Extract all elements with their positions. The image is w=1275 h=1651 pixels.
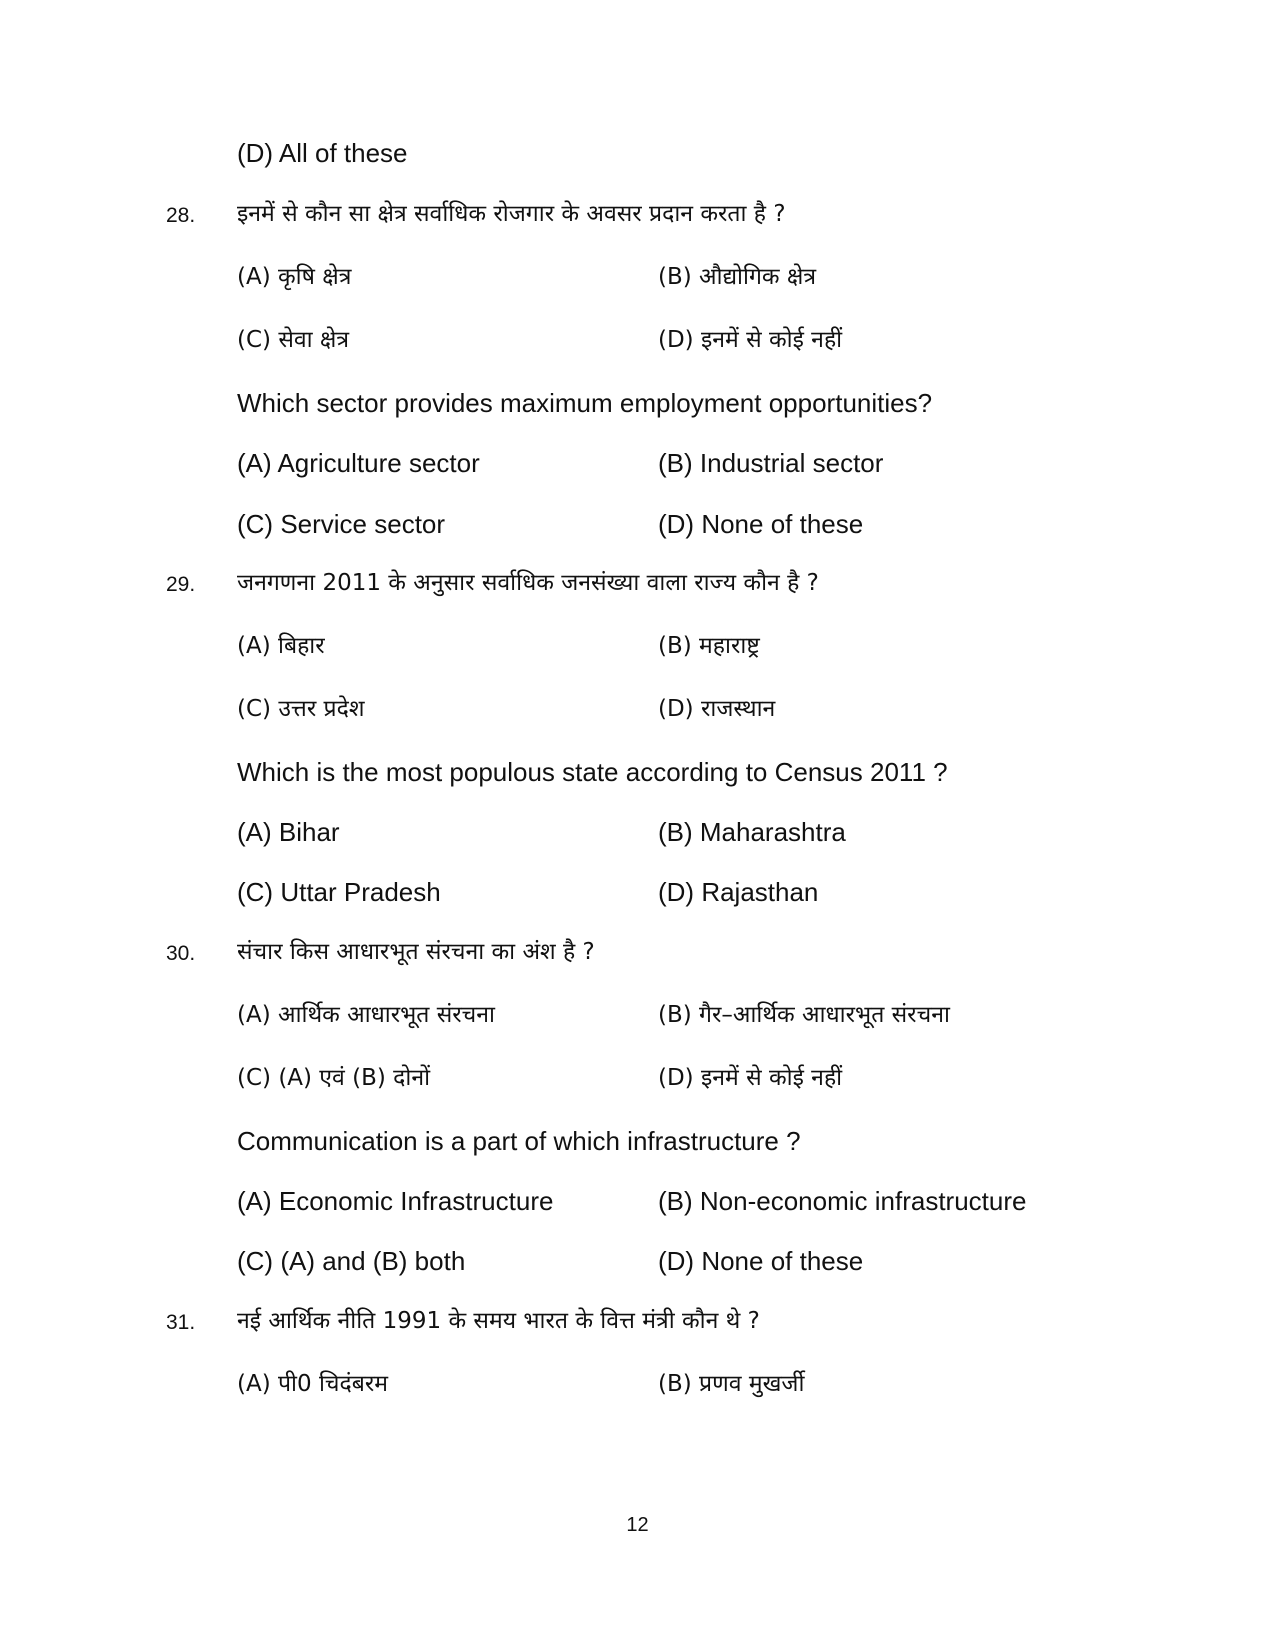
question-number: 30.: [166, 942, 196, 965]
option-b-hindi: (B) महाराष्ट्र: [658, 633, 760, 659]
option-c-english: (C) Service sector: [237, 509, 446, 539]
option-b-english: (B) Non-economic infrastructure: [658, 1186, 1027, 1216]
option-b-hindi: (B) औद्योगिक क्षेत्र: [658, 264, 817, 290]
option-b-hindi: (B) गैर–आर्थिक आधारभूत संरचना: [658, 1002, 950, 1028]
option-a-hindi: (A) आर्थिक आधारभूत संरचना: [237, 1002, 496, 1028]
question-number: 29.: [166, 573, 196, 596]
question-text-hindi: नई आर्थिक नीति 1991 के समय भारत के वित्त मंत्री कौन थे ?: [237, 1308, 760, 1334]
option-a-hindi: (A) पी0 चिदंबरम: [237, 1371, 389, 1397]
option-d-english: (D) None of these: [658, 509, 864, 539]
option-d-hindi: (D) राजस्थान: [658, 696, 776, 722]
option-a-english: (A) Economic Infrastructure: [237, 1186, 554, 1216]
option-c-hindi: (C) सेवा क्षेत्र: [237, 327, 350, 353]
option-c-english: (C) Uttar Pradesh: [237, 877, 441, 907]
question-number: 31.: [166, 1311, 196, 1334]
option-d-hindi: (D) इनमें से कोई नहीं: [658, 1065, 843, 1091]
question-text-english: Which sector provides maximum employment opportunities?: [237, 388, 933, 418]
option-c-hindi: (C) उत्तर प्रदेश: [237, 696, 365, 722]
page-number: 12: [626, 1514, 649, 1536]
question-text-hindi: जनगणना 2011 के अनुसार सर्वाधिक जनसंख्या वाला राज्य कौन है ?: [237, 570, 819, 596]
option-d-english: (D) Rajasthan: [658, 877, 819, 907]
option-b-english: (B) Maharashtra: [658, 817, 846, 847]
option-a-hindi: (A) बिहार: [237, 633, 325, 659]
option-text: (D) All of these: [237, 138, 408, 168]
question-text-hindi: संचार किस आधारभूत संरचना का अंश है ?: [237, 939, 595, 965]
question-text-hindi: इनमें से कौन सा क्षेत्र सर्वाधिक रोजगार के अवसर प्रदान करता है ?: [237, 201, 786, 227]
option-b-hindi: (B) प्रणव मुखर्जी: [658, 1371, 805, 1397]
option-c-english: (C) (A) and (B) both: [237, 1246, 466, 1276]
option-a-hindi: (A) कृषि क्षेत्र: [237, 264, 352, 290]
question-number: 28.: [166, 204, 196, 227]
question-text-english: Which is the most populous state according to Census 2011 ?: [237, 757, 948, 787]
option-d-english: (D) None of these: [658, 1246, 864, 1276]
option-c-hindi: (C) (A) एवं (B) दोनों: [237, 1065, 431, 1091]
question-text-english: Communication is a part of which infrastructure ?: [237, 1126, 801, 1156]
option-b-english: (B) Industrial sector: [658, 448, 884, 478]
option-a-english: (A) Agriculture sector: [237, 448, 480, 478]
option-d-hindi: (D) इनमें से कोई नहीं: [658, 327, 843, 353]
option-a-english: (A) Bihar: [237, 817, 340, 847]
